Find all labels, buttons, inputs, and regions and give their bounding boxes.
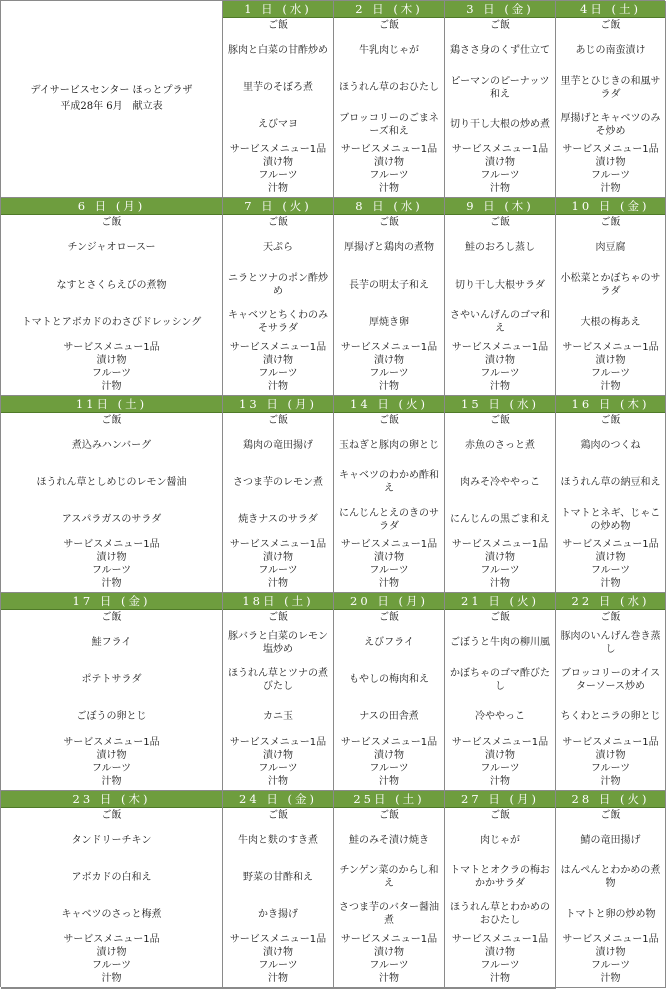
dish-item: 小松菜とかぼちゃのサラダ — [560, 273, 661, 298]
day-header: 4日 (土) — [556, 1, 665, 18]
dish-item: トマトとネギ、じゃこの炒め物 — [560, 507, 661, 532]
day-header: 13 日 (月) — [223, 396, 333, 413]
day-menu — [556, 18, 665, 197]
dish-item: 豚肉のいんげん巻き蒸し — [560, 630, 661, 655]
day-header: 10 日 (金) — [556, 198, 665, 215]
day-cell — [1, 198, 223, 395]
day-cell — [445, 198, 556, 395]
day-header: 15 日 (水) — [445, 396, 555, 413]
rice-item: ご飯 — [101, 414, 122, 426]
dish-item: はんぺんとわかめの煮物 — [560, 865, 661, 890]
dish-item: さつま芋のレモン煮 — [233, 476, 323, 488]
soup-item: 汁物 — [600, 380, 621, 392]
dish-item: 里芋のそぼろ煮 — [243, 82, 313, 94]
service-menu-item: サービスメニュー1品 — [451, 144, 549, 156]
dish-item: さやいんげんのゴマ和え — [450, 310, 550, 335]
day-header: 28 日 (火) — [556, 791, 665, 808]
rice-item: ご飯 — [379, 612, 399, 624]
soup-item: 汁物 — [268, 380, 288, 392]
day-header: 20 日 (月) — [334, 593, 444, 610]
service-menu-item: サービスメニュー1品 — [562, 933, 659, 945]
soup-item: 汁物 — [490, 578, 510, 590]
day-menu — [445, 413, 555, 592]
dish-item: 牛乳肉じゃが — [359, 45, 419, 57]
dish-item: 厚焼き卵 — [369, 316, 409, 328]
day-cell — [223, 1, 334, 198]
fruit-item: フルーツ — [369, 565, 409, 577]
day-header: 11日 (土) — [1, 396, 222, 413]
dish-item: ブロッコリーのオイスターソース炒め — [560, 667, 661, 692]
pickles-item: 漬け物 — [595, 157, 626, 169]
day-menu — [445, 610, 555, 789]
dish-item: 焼きナスのサラダ — [238, 514, 318, 526]
service-menu-item: サービスメニュー1品 — [340, 144, 438, 156]
soup-item: 汁物 — [490, 183, 510, 195]
day-header: 22 日 (水) — [556, 593, 665, 610]
dish-item: 鶏ささ身のくず仕立て — [450, 45, 550, 57]
dish-item: チンゲン菜のからし和え — [339, 865, 439, 890]
fruit-item: フルーツ — [590, 367, 631, 379]
day-menu — [334, 413, 444, 592]
day-cell — [1, 791, 223, 988]
dish-item: えびマヨ — [258, 119, 298, 131]
pickles-item: 漬け物 — [595, 749, 626, 761]
fruit-item: フルーツ — [480, 565, 520, 577]
dish-item: 鮭のおろし蒸し — [465, 242, 535, 254]
pickles-item: 漬け物 — [595, 946, 626, 958]
day-header: 17 日 (金) — [1, 593, 222, 610]
day-cell — [556, 791, 666, 988]
day-cell — [445, 1, 556, 198]
service-menu-item: サービスメニュー1品 — [340, 539, 438, 551]
dish-item: 肉じゃが — [480, 834, 520, 846]
soup-item: 汁物 — [379, 578, 399, 590]
fruit-item: フルーツ — [480, 762, 520, 774]
fruit-item: フルーツ — [91, 762, 132, 774]
dish-item: アボカドの白和え — [71, 871, 152, 883]
dish-item: ほうれん草の納豆和え — [560, 476, 661, 488]
day-header: 14 日 (火) — [334, 396, 444, 413]
soup-item: 汁物 — [490, 380, 510, 392]
pickles-item: 漬け物 — [485, 749, 515, 761]
fruit-item: フルーツ — [91, 367, 132, 379]
service-menu-item: サービスメニュー1品 — [562, 144, 659, 156]
fruit-item: フルーツ — [480, 959, 520, 971]
dish-item: キャベツとちくわのみそサラダ — [228, 310, 328, 335]
service-menu-item: サービスメニュー1品 — [451, 539, 549, 551]
soup-item: 汁物 — [101, 380, 122, 392]
soup-item: 汁物 — [490, 775, 510, 787]
rice-item: ご飯 — [268, 612, 288, 624]
service-menu-item: サービスメニュー1品 — [340, 736, 438, 748]
dish-item: 切り干し大根サラダ — [455, 279, 545, 291]
dish-item: 玉ねぎと豚肉の卵とじ — [339, 439, 439, 451]
day-menu — [445, 215, 555, 394]
soup-item: 汁物 — [600, 775, 621, 787]
pickles-item: 漬け物 — [374, 157, 404, 169]
day-cell — [445, 593, 556, 790]
soup-item: 汁物 — [600, 972, 621, 984]
dish-item: 切り干し大根の炒め煮 — [450, 119, 550, 131]
rice-item: ご飯 — [490, 20, 510, 31]
dish-item: 野菜の甘酢和え — [243, 871, 313, 883]
day-cell — [1, 593, 223, 790]
menu-period: 平成28年 6月 献立表 — [60, 101, 163, 113]
service-menu-item: サービスメニュー1品 — [63, 933, 160, 945]
dish-item: 煮込みハンバーグ — [71, 439, 152, 451]
day-menu — [223, 18, 333, 197]
day-cell — [334, 1, 445, 198]
dish-item: えびフライ — [364, 637, 414, 649]
pickles-item: 漬け物 — [96, 946, 127, 958]
dish-item: 鮭フライ — [91, 637, 132, 649]
day-menu — [334, 808, 444, 987]
dish-item: 鶏肉のつくね — [580, 439, 641, 451]
day-header: 7 日 (火) — [223, 198, 333, 215]
soup-item: 汁物 — [268, 775, 288, 787]
rice-item: ご飯 — [600, 414, 621, 426]
pickles-item: 漬け物 — [485, 157, 515, 169]
pickles-item: 漬け物 — [263, 552, 293, 564]
fruit-item: フルーツ — [258, 170, 298, 182]
day-menu — [445, 18, 555, 197]
pickles-item: 漬け物 — [374, 749, 404, 761]
rice-item: ご飯 — [379, 809, 399, 821]
day-menu — [445, 808, 555, 987]
day-cell — [445, 396, 556, 593]
soup-item: 汁物 — [490, 972, 510, 984]
day-header: 23 日 (木) — [1, 791, 222, 808]
pickles-item: 漬け物 — [263, 354, 293, 366]
pickles-item: 漬け物 — [96, 749, 127, 761]
soup-item: 汁物 — [101, 972, 122, 984]
fruit-item: フルーツ — [258, 565, 298, 577]
soup-item: 汁物 — [379, 972, 399, 984]
rice-item: ご飯 — [101, 612, 122, 624]
rice-item: ご飯 — [379, 20, 399, 31]
fruit-item: フルーツ — [91, 565, 132, 577]
dish-item: ほうれん草のおひたし — [339, 82, 439, 94]
dish-item: 豚バラと白菜のレモン塩炒め — [228, 630, 328, 655]
day-header: 24 日 (金) — [223, 791, 333, 808]
day-header: 27 日 (月) — [445, 791, 555, 808]
day-header: 18日 (土) — [223, 593, 333, 610]
service-menu-item: サービスメニュー1品 — [451, 341, 549, 353]
pickles-item: 漬け物 — [374, 354, 404, 366]
fruit-item: フルーツ — [590, 565, 631, 577]
rice-item: ご飯 — [600, 612, 621, 624]
service-menu-item: サービスメニュー1品 — [562, 539, 659, 551]
day-cell — [445, 791, 556, 988]
soup-item: 汁物 — [600, 183, 621, 195]
day-menu — [223, 808, 333, 987]
day-cell — [556, 1, 666, 198]
pickles-item: 漬け物 — [263, 157, 293, 169]
dish-item: 肉豆腐 — [595, 242, 626, 254]
service-menu-item: サービスメニュー1品 — [229, 736, 327, 748]
dish-item: ほうれん草とわかめのおひたし — [450, 902, 550, 927]
dish-item: トマトとアボカドのわさびドレッシング — [21, 316, 202, 328]
day-header: 1 日 (水) — [223, 1, 333, 18]
soup-item: 汁物 — [600, 578, 621, 590]
fruit-item: フルーツ — [91, 959, 132, 971]
rice-item: ご飯 — [600, 217, 621, 229]
dish-item: ちくわとニラの卵とじ — [560, 711, 661, 723]
day-cell — [223, 396, 334, 593]
dish-item: ナスの田舎煮 — [359, 711, 419, 723]
service-menu-item: サービスメニュー1品 — [229, 341, 327, 353]
day-cell — [556, 198, 666, 395]
day-menu — [556, 413, 665, 592]
day-menu — [1, 413, 222, 592]
pickles-item: 漬け物 — [263, 946, 293, 958]
service-menu-item: サービスメニュー1品 — [229, 144, 327, 156]
day-cell — [1, 396, 223, 593]
day-menu — [1, 808, 222, 987]
dish-item: 天ぷら — [263, 242, 293, 254]
rice-item: ご飯 — [490, 612, 510, 624]
service-menu-item: サービスメニュー1品 — [63, 736, 160, 748]
fruit-item: フルーツ — [369, 959, 409, 971]
day-menu — [1, 215, 222, 394]
day-cell — [223, 791, 334, 988]
fruit-item: フルーツ — [369, 762, 409, 774]
dish-item: 赤魚のさっと煮 — [465, 439, 535, 451]
day-menu — [556, 215, 665, 394]
day-header: 9 日 (木) — [445, 198, 555, 215]
day-menu — [334, 18, 444, 197]
day-cell — [223, 198, 334, 395]
pickles-item: 漬け物 — [485, 552, 515, 564]
fruit-item: フルーツ — [369, 170, 409, 182]
dish-item: なすとさくらえびの煮物 — [56, 279, 167, 291]
dish-item: 大根の梅あえ — [580, 316, 641, 328]
dish-item: トマトとオクラの梅おかかサラダ — [450, 865, 550, 890]
fruit-item: フルーツ — [258, 367, 298, 379]
facility-name: デイサービスセンター ほっとプラザ — [30, 85, 193, 97]
soup-item: 汁物 — [379, 183, 399, 195]
dish-item: もやしの梅肉和え — [349, 674, 429, 686]
service-menu-item: サービスメニュー1品 — [229, 539, 327, 551]
soup-item: 汁物 — [268, 578, 288, 590]
day-menu — [223, 610, 333, 789]
day-header: 16 日 (木) — [556, 396, 665, 413]
rice-item: ご飯 — [600, 20, 621, 31]
fruit-item: フルーツ — [590, 762, 631, 774]
rice-item: ご飯 — [600, 809, 621, 821]
dish-item: ポテトサラダ — [81, 674, 142, 686]
day-menu — [556, 610, 665, 789]
rice-item: ご飯 — [379, 217, 399, 229]
day-menu — [1, 610, 222, 789]
rice-item: ご飯 — [490, 809, 510, 821]
day-header: 25日 (土) — [334, 791, 444, 808]
pickles-item: 漬け物 — [374, 552, 404, 564]
day-header: 3 日 (金) — [445, 1, 555, 18]
day-cell — [334, 593, 445, 790]
dish-item: チンジャオロースー — [67, 242, 156, 254]
service-menu-item: サービスメニュー1品 — [340, 933, 438, 945]
pickles-item: 漬け物 — [263, 749, 293, 761]
day-cell — [334, 396, 445, 593]
dish-item: 鮭のみそ漬け焼き — [349, 834, 429, 846]
dish-item: トマトと卵の炒め物 — [565, 908, 656, 920]
fruit-item: フルーツ — [258, 959, 298, 971]
dish-item: キャベツのわかめ酢和え — [339, 470, 439, 495]
soup-item: 汁物 — [268, 183, 288, 195]
day-cell — [334, 198, 445, 395]
service-menu-item: サービスメニュー1品 — [63, 539, 160, 551]
rice-item: ご飯 — [268, 414, 288, 426]
pickles-item: 漬け物 — [595, 552, 626, 564]
dish-item: ブロッコリーのごまネーズ和え — [339, 112, 439, 137]
dish-item: ニラとツナのポン酢炒め — [228, 273, 328, 298]
pickles-item: 漬け物 — [595, 354, 626, 366]
day-cell — [334, 791, 445, 988]
rice-item: ご飯 — [490, 217, 510, 229]
dish-item: タンドリーチキン — [71, 834, 152, 846]
dish-item: ほうれん草とツナの煮びたし — [228, 667, 328, 692]
service-menu-item: サービスメニュー1品 — [340, 341, 438, 353]
day-header: 6 日 (月) — [1, 198, 222, 215]
dish-item: 牛肉と麩のすき煮 — [238, 834, 318, 846]
service-menu-item: サービスメニュー1品 — [63, 341, 160, 353]
service-menu-item: サービスメニュー1品 — [229, 933, 327, 945]
dish-item: 鯖の竜田揚げ — [580, 834, 641, 846]
day-header: 2 日 (木) — [334, 1, 444, 18]
dish-item: 肉みそ冷ややっこ — [460, 476, 540, 488]
soup-item: 汁物 — [101, 775, 122, 787]
dish-item: にんじんとえのきのサラダ — [339, 507, 439, 532]
day-header: 21 日 (火) — [445, 593, 555, 610]
rice-item: ご飯 — [490, 414, 510, 426]
dish-item: 豚肉と白菜の甘酢炒め — [228, 45, 328, 57]
day-menu — [556, 808, 665, 987]
day-menu — [334, 610, 444, 789]
dish-item: ほうれん草としめじのレモン醤油 — [36, 476, 187, 488]
day-cell — [556, 396, 666, 593]
fruit-item: フルーツ — [258, 762, 298, 774]
dish-item: カニ玉 — [263, 711, 293, 723]
service-menu-item: サービスメニュー1品 — [451, 736, 549, 748]
soup-item: 汁物 — [379, 775, 399, 787]
soup-item: 汁物 — [101, 578, 122, 590]
rice-item: ご飯 — [101, 217, 122, 229]
dish-item: 冷ややっこ — [475, 711, 525, 723]
rice-item: ご飯 — [268, 217, 288, 229]
dish-item: にんじんの黒ごま和え — [450, 514, 550, 526]
pickles-item: 漬け物 — [96, 354, 127, 366]
dish-item: 厚揚げとキャベツのみそ炒め — [560, 112, 661, 137]
dish-item: ピーマンのピーナッツ和え — [450, 75, 550, 100]
day-header: 8 日 (水) — [334, 198, 444, 215]
service-menu-item: サービスメニュー1品 — [451, 933, 549, 945]
rice-item: ご飯 — [268, 20, 288, 31]
dish-item: さつま芋のバター醤油煮 — [339, 902, 439, 927]
day-cell — [556, 593, 666, 790]
day-menu — [223, 215, 333, 394]
service-menu-item: サービスメニュー1品 — [562, 341, 659, 353]
dish-item: 長芋の明太子和え — [349, 279, 429, 291]
dish-item: アスパラガスのサラダ — [61, 514, 162, 526]
fruit-item: フルーツ — [480, 170, 520, 182]
fruit-item: フルーツ — [369, 367, 409, 379]
dish-item: キャベツのさっと梅煮 — [61, 908, 162, 920]
dish-item: あじの南蛮漬け — [575, 45, 646, 57]
dish-item: かぼちゃのゴマ酢びたし — [450, 667, 550, 692]
day-menu — [334, 215, 444, 394]
fruit-item: フルーツ — [590, 170, 631, 182]
dish-item: 鶏肉の竜田揚げ — [243, 439, 313, 451]
dish-item: ごぼうの卵とじ — [76, 711, 147, 723]
pickles-item: 漬け物 — [96, 552, 127, 564]
dish-item: かき揚げ — [258, 908, 298, 920]
day-menu — [223, 413, 333, 592]
fruit-item: フルーツ — [480, 367, 520, 379]
rice-item: ご飯 — [379, 414, 399, 426]
rice-item: ご飯 — [101, 809, 122, 821]
title-block — [1, 1, 223, 198]
service-menu-item: サービスメニュー1品 — [562, 736, 659, 748]
dish-item: 里芋とひじきの和風サラダ — [560, 75, 661, 100]
pickles-item: 漬け物 — [485, 354, 515, 366]
soup-item: 汁物 — [268, 972, 288, 984]
fruit-item: フルーツ — [590, 959, 631, 971]
dish-item: 厚揚げと鶏肉の煮物 — [344, 242, 434, 254]
dish-item: ごぼうと牛肉の柳川風 — [450, 637, 550, 649]
pickles-item: 漬け物 — [374, 946, 404, 958]
day-cell — [223, 593, 334, 790]
rice-item: ご飯 — [268, 809, 288, 821]
soup-item: 汁物 — [379, 380, 399, 392]
pickles-item: 漬け物 — [485, 946, 515, 958]
